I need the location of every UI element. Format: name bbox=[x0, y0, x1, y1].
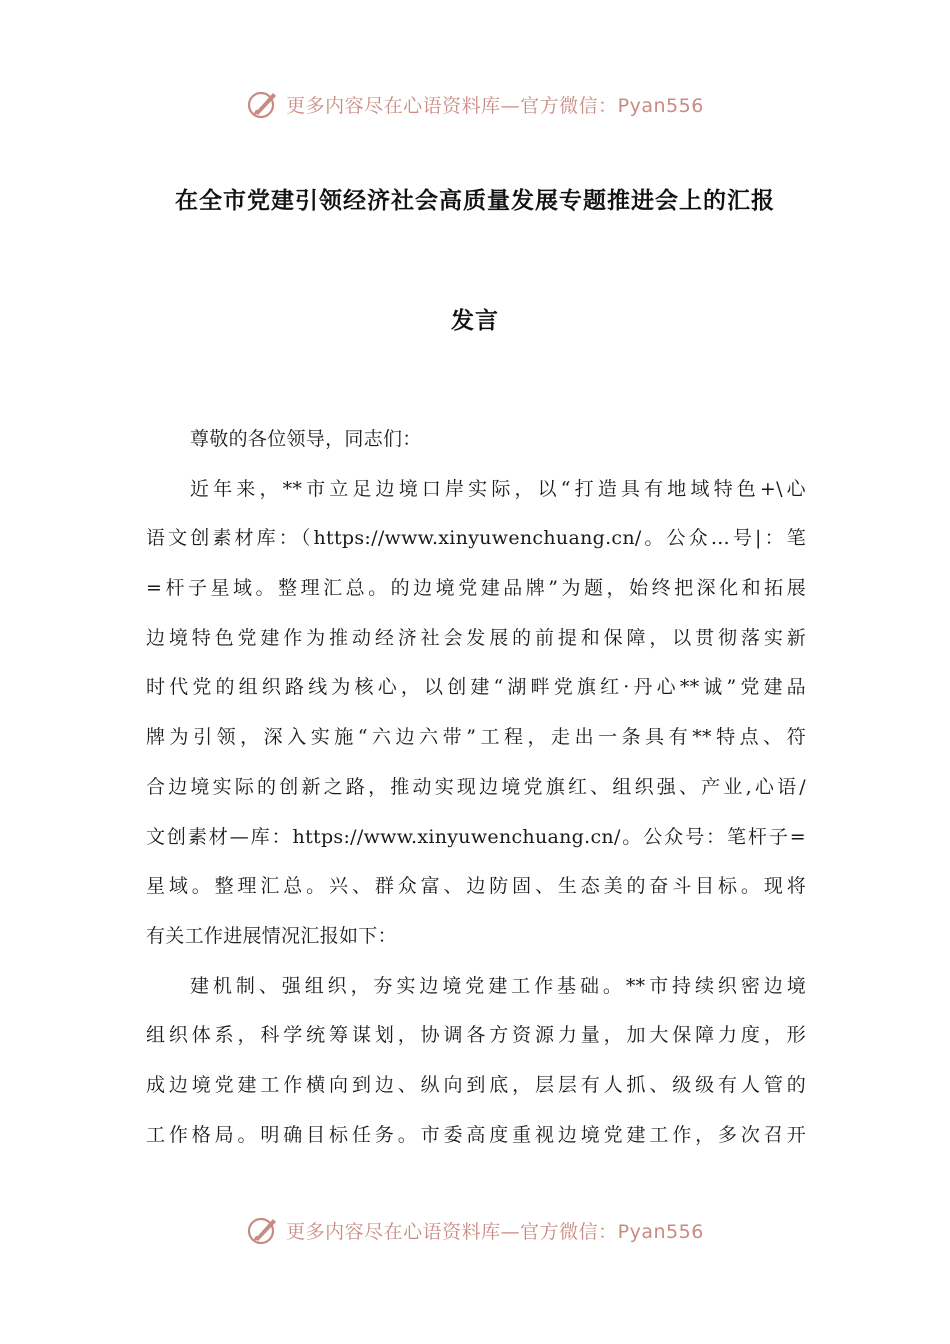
paragraph-line: 语文创素材库：（https://www.xinyuwenchuang.cn/。公众…号|：笔 bbox=[146, 527, 806, 550]
watermark-text: 更多内容尽在心语资料库—官方微信：Pyan556 bbox=[286, 94, 704, 117]
paragraph-line: =杆子星域。整理汇总。的边境党建品牌”为题，始终把深化和拓展 bbox=[146, 577, 806, 600]
paragraph-line: 边境特色党建作为推动经济社会发展的前提和保障，以贯彻落实新 bbox=[146, 626, 806, 649]
paragraph-line: 星域。整理汇总。兴、群众富、边防固、生态美的奋斗目标。现将 bbox=[146, 875, 806, 898]
quill-logo-icon bbox=[246, 1213, 280, 1247]
header-watermark bbox=[0, 84, 950, 124]
paragraph-line: 建机制、强组织，夯实边境党建工作基础。**市持续织密边境 bbox=[190, 974, 806, 997]
paragraph-line: 有关工作进展情况汇报如下： bbox=[146, 924, 397, 947]
document-title-line-1: 在全市党建引领经济社会高质量发展专题推进会上的汇报 bbox=[175, 188, 775, 214]
document-body bbox=[146, 415, 806, 1160]
salutation: 尊敬的各位领导，同志们： bbox=[190, 428, 422, 450]
paragraph-line: 文创素材—库：https://www.xinyuwenchuang.cn/。公众号：笔杆子= bbox=[146, 825, 806, 848]
watermark-text: 更多内容尽在心语资料库—官方微信：Pyan556 bbox=[286, 1220, 704, 1243]
paragraph-line: 合边境实际的创新之路，推动实现边境党旗红、组织强、产业,心语/ bbox=[146, 775, 806, 798]
paragraph-line: 组织体系，科学统筹谋划，协调各方资源力量，加大保障力度，形 bbox=[146, 1024, 806, 1047]
document-title-line-2: 发言 bbox=[451, 308, 499, 334]
paragraph-line: 牌为引领，深入实施“六边六带”工程，走出一条具有**特点、符 bbox=[146, 726, 806, 749]
paragraph-line: 时代党的组织路线为核心，以创建“湖畔党旗红·丹心**诚”党建品 bbox=[146, 676, 806, 699]
footer-watermark bbox=[0, 1210, 950, 1250]
paragraph-line: 成边境党建工作横向到边、纵向到底，层层有人抓、级级有人管的 bbox=[146, 1073, 806, 1096]
quill-logo-icon bbox=[246, 87, 280, 121]
paragraph-line: 工作格局。明确目标任务。市委高度重视边境党建工作，多次召开 bbox=[146, 1123, 806, 1146]
paragraph-line: 近年来，**市立足边境口岸实际，以“打造具有地域特色+\心 bbox=[190, 477, 806, 500]
